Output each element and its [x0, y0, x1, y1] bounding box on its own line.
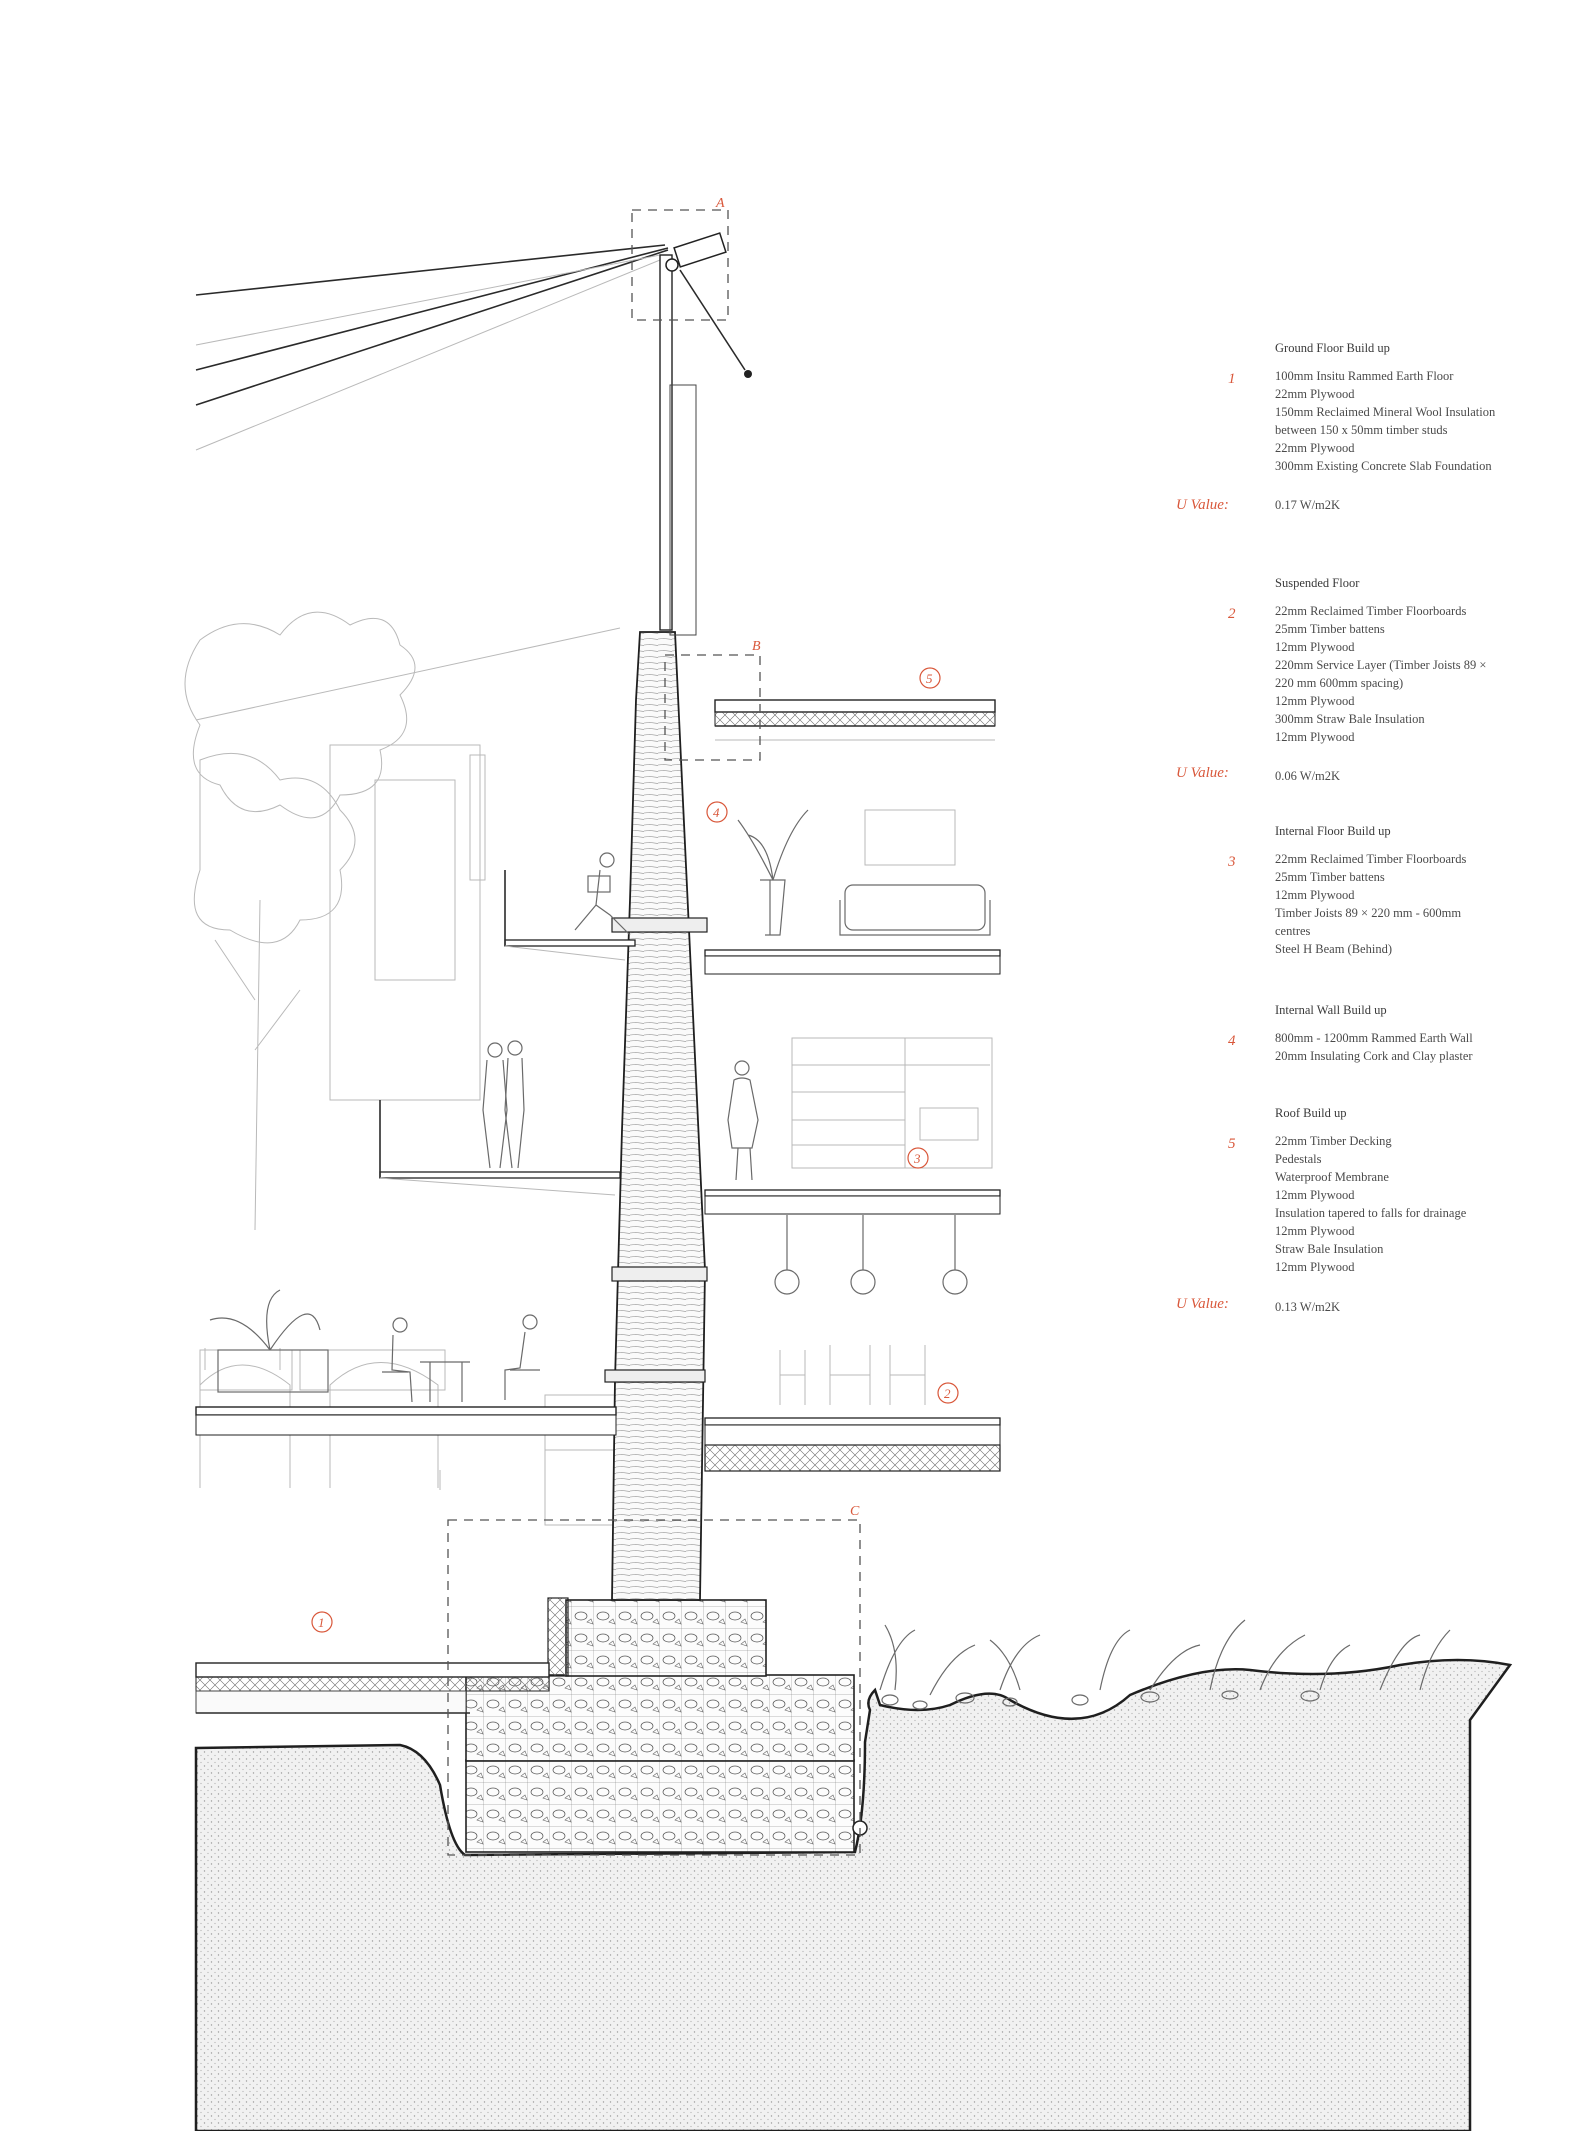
spec-line: between 150 x 50mm timber studs [1275, 423, 1448, 437]
spec-line: Insulation tapered to falls for drainage [1275, 1206, 1467, 1220]
spec-internal-wall [1228, 1003, 1473, 1063]
spec-line: 300mm Existing Concrete Slab Foundation [1275, 459, 1492, 473]
spec-line: 12mm Plywood [1275, 888, 1355, 902]
person-standing-icon [728, 1061, 758, 1180]
detail-a-label: A [716, 196, 725, 211]
plant-pot-icon [210, 1290, 328, 1392]
earth-wall-section [612, 632, 705, 1600]
spec-line: 100mm Insitu Rammed Earth Floor [1275, 369, 1454, 383]
exterior-balconies [196, 853, 635, 1435]
spec-line: 800mm - 1200mm Rammed Earth Wall [1275, 1031, 1473, 1045]
spec-line: Timber Joists 89 × 220 mm - 600mm [1275, 906, 1462, 920]
rammed-earth-wall [605, 233, 752, 1600]
balcony-middle [380, 1172, 620, 1178]
spec-line: 22mm Plywood [1275, 441, 1355, 455]
tag-2: 2 [944, 1386, 951, 1401]
upper-floor-buildup [705, 950, 1000, 974]
spec-line: 220mm Service Layer (Timber Joists 89 × [1275, 658, 1487, 672]
tag-3: 3 [914, 1151, 921, 1166]
background-context [185, 245, 668, 1525]
detail-b-label: B [752, 639, 761, 654]
spec-number: 3 [1228, 854, 1236, 870]
spec-line: 22mm Reclaimed Timber Floorboards [1275, 852, 1467, 866]
spec-line: Waterproof Membrane [1275, 1170, 1389, 1184]
interior [705, 700, 1000, 1471]
spec-line: 12mm Plywood [1275, 694, 1355, 708]
u-value-label: U Value: [1176, 497, 1229, 513]
gabion-bottom [466, 1760, 854, 1852]
spec-line: 12mm Plywood [1275, 1224, 1355, 1238]
spec-line: 22mm Reclaimed Timber Floorboards [1275, 604, 1467, 618]
spec-heading: Roof Build up [1275, 1106, 1347, 1120]
tension-cables [196, 245, 668, 720]
u-value-label: U Value: [1176, 1296, 1229, 1312]
spec-line: 12mm Plywood [1275, 640, 1355, 654]
suspended-floor-buildup [705, 1418, 1000, 1471]
u-value: 0.13 W/m2K [1275, 1300, 1341, 1314]
terrace-deck [196, 1407, 616, 1415]
spec-line: 25mm Timber battens [1275, 870, 1385, 884]
spec-suspended-floor [1176, 576, 1486, 783]
spec-line: centres [1275, 924, 1311, 938]
spec-line: 12mm Plywood [1275, 730, 1355, 744]
dining-furniture [780, 1345, 925, 1405]
spec-line: 22mm Plywood [1275, 387, 1355, 401]
u-value-label: U Value: [1176, 765, 1229, 781]
seated-people-icon [382, 1315, 540, 1402]
spec-line: 150mm Reclaimed Mineral Wool Insulation [1275, 405, 1496, 419]
gabion-foundation [466, 1598, 867, 1852]
spec-panel [1176, 341, 1496, 1314]
spec-internal-floor [1227, 824, 1466, 956]
spec-line: 22mm Timber Decking [1275, 1134, 1392, 1148]
roof-buildup [715, 700, 995, 712]
mid-floor-buildup [705, 1190, 1000, 1214]
picture-frame [865, 810, 955, 865]
spec-number: 4 [1228, 1033, 1236, 1049]
spec-line: Pedestals [1275, 1152, 1322, 1166]
gabion-top [566, 1600, 766, 1676]
kitchen-shelving [792, 1038, 992, 1168]
u-value: 0.06 W/m2K [1275, 769, 1341, 783]
tag-5: 5 [926, 671, 933, 686]
spec-roof [1176, 1106, 1467, 1314]
spec-heading: Internal Wall Build up [1275, 1003, 1387, 1017]
detail-c-label: C [850, 1504, 860, 1519]
pulley-icon [666, 259, 678, 271]
spec-number: 1 [1228, 371, 1236, 387]
spec-number: 2 [1228, 606, 1236, 622]
spec-line: 220 mm 600mm spacing) [1275, 676, 1404, 690]
neighbour-building [330, 745, 480, 1100]
spec-line: Straw Bale Insulation [1275, 1242, 1384, 1256]
u-value: 0.17 W/m2K [1275, 498, 1341, 512]
spec-line: 300mm Straw Bale Insulation [1275, 712, 1425, 726]
spec-heading: Ground Floor Build up [1275, 341, 1390, 355]
balcony-upper [505, 940, 635, 946]
couple-standing-icon [483, 1041, 524, 1168]
spec-line: 12mm Plywood [1275, 1188, 1355, 1202]
spec-heading: Suspended Floor [1275, 576, 1360, 590]
tag-4: 4 [713, 805, 720, 820]
tag-1: 1 [318, 1615, 325, 1630]
spec-heading: Internal Floor Build up [1275, 824, 1391, 838]
spec-ground-floor [1176, 341, 1496, 513]
spec-line: Steel H Beam (Behind) [1275, 942, 1392, 956]
sofa [845, 885, 985, 930]
spec-number: 5 [1228, 1136, 1236, 1152]
spec-line: 12mm Plywood [1275, 1260, 1355, 1274]
pendant-lights [775, 1215, 967, 1294]
spec-line: 20mm Insulating Cork and Clay plaster [1275, 1049, 1473, 1063]
spec-line: 25mm Timber battens [1275, 622, 1385, 636]
